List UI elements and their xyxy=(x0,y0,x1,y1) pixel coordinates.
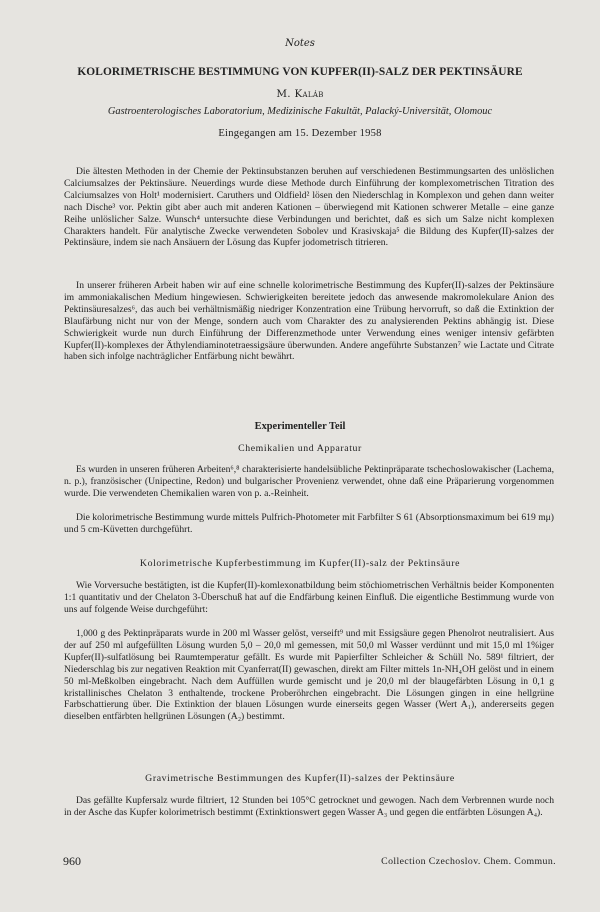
colorimetric-paragraph-2: 1,000 g des Pektinpräparats wurde in 200 ml Wasser gelöst, verseift⁹ und mit Essigsäure gegen Phenolrot neutralisiert. Aus der auf 250 ml aufgefüllten Lösung wurden 5,0 – 20,0 ml gemessen, mit 50,0 ml Wasser verdünnt und mit 15,0 ml 1%iger Kupfer(II)-sulfatlösung bei Raumtemperatur gefällt. Es wurde mit Papierfilter Schleicher & Schüll No. 589¹ filtriert, der Niederschlag bis zur negativen Reaktion mit Cyanferrat(II) gewaschen, direkt am Filter mittels 1n-NH₄OH gelöst und in einem 50 ml-Meßkolben eingebracht. Nach dem Auffüllen wurde gemischt und je 20,0 ml der blaugefärbten Lösung in 0,1 g kristallinisches Chelaton 3 enthaltende, trockene Proberöhrchen eingebracht. Die Lösungen gingen in eine hellgrüne Farbschattierung über. Die Extinktion der blauen Lösungen wurde einerseits gegen Wasser (Wert A₁), andererseits gegen dieselben entfärbten hellgrünen Lösungen (A₂) bestimmt. xyxy=(64,628,554,723)
subsection-heading-chemicals: Chemikalien und Apparatur xyxy=(238,443,362,454)
received-date: Eingegangen am 15. Dezember 1958 xyxy=(218,128,382,139)
page-number: 960 xyxy=(63,854,81,868)
gravimetric-paragraph-1: Das gefällte Kupfersalz wurde filtriert, 12 Stunden bei 105°C getrocknet und gewogen. Nach dem Verbrennen wurde noch in der Asche das Kupfer kolorimetrisch bestimmt (Extinktionswert gegen Wasser A₃ und gegen die entfärbten Lösungen A₄). xyxy=(64,795,554,818)
author: M. Kaláb xyxy=(276,88,324,100)
intro-paragraph-2: In unserer früheren Arbeit haben wir auf eine schnelle kolorimetrische Bestimmung des Kupfer(II)-salzes der Pektinsäure im ammoniakalischen Medium hingewiesen. Schwierigkeiten bereitete jedoch das anwesende makromolekulare Anion des Pektinsäuresalzes⁶, das auch bei verhältnismäßig niedriger Konzentration eine Trübung hervorruft, so daß die Extinktion der Blaufärbung nicht nur von der Menge, sondern auch vom Charakter des zu analysierenden Pektins abhängig ist. Diese Schwierigkeit wurde nun durch Einführung der Differenzmethode unter Verwendung eines weniger intensiv gefärbten Kupfer(II)-komplexes der Äthylendiaminotetraessigsäure überwunden. Andere angeführte Substanzen⁷ wie Lactate und Citrate haben sich infolge nachträglicher Entfärbung nicht bewährt. xyxy=(64,280,554,363)
subsection-heading-colorimetric: Kolorimetrische Kupferbestimmung im Kupfer(II)-salz der Pektinsäure xyxy=(139,558,461,569)
subsection-heading-gravimetric: Gravimetrische Bestimmungen des Kupfer(II)-salzes der Pektinsäure xyxy=(145,773,455,784)
chemicals-paragraph-2: Die kolorimetrische Bestimmung wurde mittels Pulfrich-Photometer mit Farbfilter S 61 (Absorptionsmaximum bei 619 mμ) und 5 cm-Küvetten durchgeführt. xyxy=(64,512,554,535)
colorimetric-paragraph-1: Wie Vorversuche bestätigten, ist die Kupfer(II)-komlexonatbildung beim stöchiometrischen Verhältnis beider Komponenten 1:1 quantitativ und der Chelaton 3-Überschuß hat auf die Endfärbung keinen Einfluß. Die eigentliche Bestimmung wurde von uns auf folgende Weise durchgeführt: xyxy=(64,580,554,615)
affiliation: Gastroenterologisches Laboratorium, Medizinische Fakultät, Palacký-Universität, Olomouc xyxy=(107,106,493,117)
section-heading-experimental: Experimenteller Teil xyxy=(254,421,346,432)
intro-paragraph-1: Die ältesten Methoden in der Chemie der Pektinsubstanzen beruhen auf verschiedenen Bestimmungsarten des unlöslichen Calciumsalzes der Pektinsäure. Neuerdings wurde diese Methode durch Einführung der komplexometrischen Titration des Calciumsalzes von Holt¹ modernisiert. Caruthers und Oldfield² lösen den Niederschlag in Komplexon und gehen dann weiter nach Dische³ vor. Pektin gibt aber auch mit anderen Kationen – überwiegend mit Kationen schwerer Metalle – eine ganze Reihe unlöslicher Salze. Wunsch⁴ untersuchte diese Verbindungen und berichtet, daß es sich um Salze nicht komplexen Charakters handelt. Für analytische Zwecke verwendeten Sobolev und Krasivskaja⁵ die Bildung des Kupfer(II)-salzes der Pektinsäure, indem sie nach Ansäuern der Lösung das Kupfer jodometrisch titrieren. xyxy=(64,166,554,249)
article-title: KOLORIMETRISCHE BESTIMMUNG VON KUPFER(II)-SALZ DER PEKTINSÄURE xyxy=(77,66,523,78)
chemicals-paragraph-1: Es wurden in unseren früheren Arbeiten⁶,⁸ charakterisierte handelsübliche Pektinpräparate tschechoslowakischer (Lachema, n. p.), französischer (Unipectine, Redon) und bulgarischer Provenienz verwendet, ohne daß eine Präparierung vorgenommen wurde. Die verwendeten Chemikalien waren von p. a.-Reinheit. xyxy=(64,464,554,499)
journal-name: Collection Czechoslov. Chem. Commun. xyxy=(381,856,556,867)
running-head: Notes xyxy=(285,38,315,49)
